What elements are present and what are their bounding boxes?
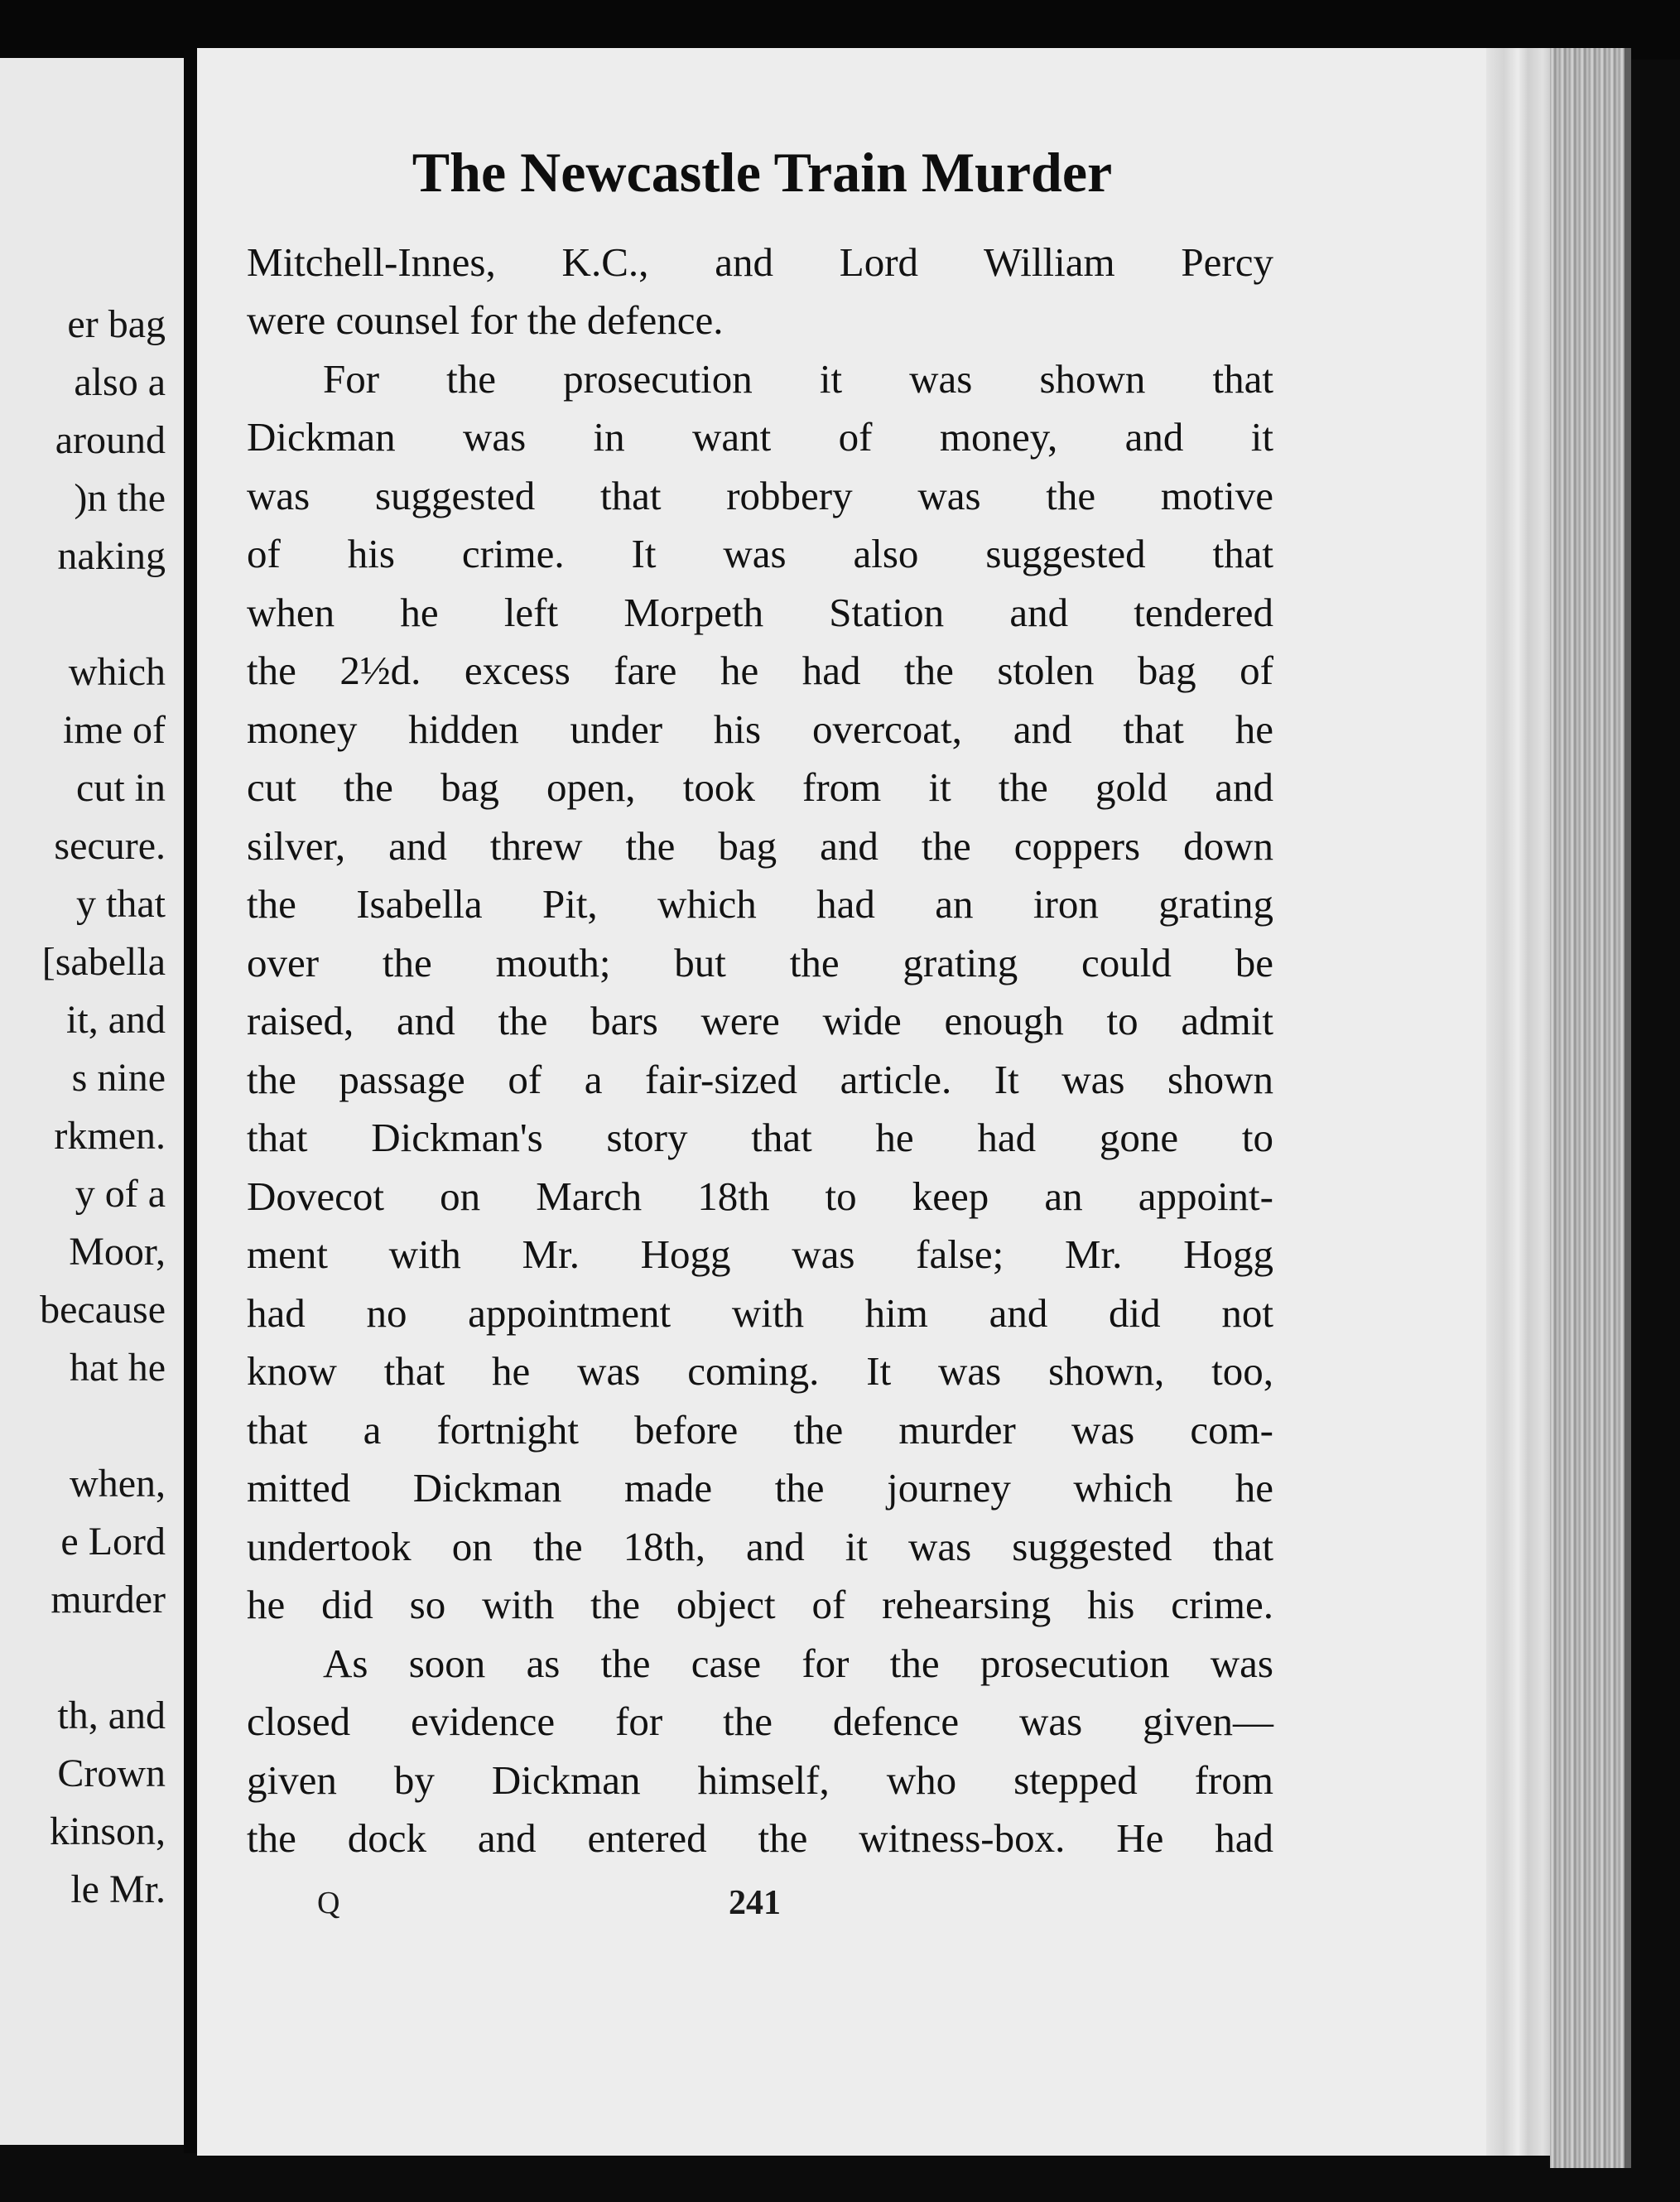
left-page-line: le Mr. — [70, 1867, 166, 1911]
text-line: of his crime. It was also suggested that — [247, 531, 1273, 576]
left-page-line: ime of — [63, 708, 166, 752]
text-line: had no appointment with him and did not — [247, 1290, 1273, 1336]
left-page-line: er bag — [67, 302, 166, 346]
text-line: mitted Dickman made the journey which he — [247, 1465, 1273, 1511]
left-page-line: cut in — [76, 766, 166, 810]
text-line: cut the bag open, took from it the gold and — [247, 764, 1273, 810]
left-page-line: hat he — [70, 1346, 166, 1390]
text-line: Mitchell-Innes, K.C., and Lord William Percy — [247, 239, 1273, 285]
left-page-line: )n the — [74, 476, 166, 520]
left-page-line: it, and — [66, 998, 166, 1042]
book-gutter — [184, 50, 197, 2153]
left-page-line: Crown — [57, 1751, 166, 1795]
text-line: undertook on the 18th, and it was suggested that — [247, 1524, 1273, 1569]
text-line: the 2½d. excess fare he had the stolen bag of — [247, 648, 1273, 693]
text-line: raised, and the bars were wide enough to admit — [247, 998, 1273, 1043]
left-page-line: secure. — [54, 824, 166, 868]
book-fore-edge-shadow — [1625, 48, 1631, 2168]
text-line: the Isabella Pit, which had an iron grating — [247, 881, 1273, 927]
signature-mark: Q — [317, 1886, 340, 1920]
text-line: that Dickman's story that he had gone to — [247, 1115, 1273, 1160]
text-line: was suggested that robbery was the motive — [247, 473, 1273, 518]
left-page-line: naking — [57, 534, 166, 578]
left-page-line: Moor, — [69, 1230, 166, 1274]
text-line: the dock and entered the witness-box. He had — [247, 1815, 1273, 1861]
left-page-line: because — [40, 1288, 166, 1332]
book-fore-edge — [1550, 48, 1625, 2168]
text-line: were counsel for the defence. — [247, 297, 724, 343]
left-page-line: kinson, — [49, 1809, 166, 1853]
text-line: he did so with the object of rehearsing his crime. — [247, 1582, 1273, 1627]
left-page-line: [sabella — [41, 940, 166, 984]
left-page-line: y that — [76, 882, 166, 926]
left-page-line: s nine — [71, 1056, 166, 1100]
left-page-line: when, — [70, 1462, 166, 1506]
page-edge — [1486, 48, 1557, 2156]
text-line: ment with Mr. Hogg was false; Mr. Hogg — [247, 1231, 1273, 1277]
text-line: For the prosecution it was shown that — [323, 356, 1273, 402]
text-line: Dovecot on March 18th to keep an appoint- — [247, 1173, 1273, 1219]
text-line: the passage of a fair-sized article. It was shown — [247, 1057, 1273, 1102]
text-line: money hidden under his overcoat, and that he — [247, 706, 1273, 752]
text-line: know that he was coming. It was shown, too, — [247, 1348, 1273, 1394]
left-page-line: e Lord — [60, 1520, 166, 1564]
running-title: The Newcastle Train Murder — [412, 141, 1113, 204]
left-page-line: murder — [51, 1578, 166, 1621]
left-page — [0, 58, 187, 2145]
left-page-line: rkmen. — [54, 1114, 166, 1158]
text-line: As soon as the case for the prosecution was — [323, 1641, 1273, 1686]
left-page-line: y of a — [75, 1172, 166, 1216]
text-line: given by Dickman himself, who stepped from — [247, 1757, 1273, 1803]
left-page-line: which — [68, 650, 166, 694]
text-line: silver, and threw the bag and the coppers down — [247, 823, 1273, 869]
page-number: 241 — [729, 1884, 781, 1922]
text-line: that a fortnight before the murder was com- — [247, 1407, 1273, 1453]
text-line: when he left Morpeth Station and tendered — [247, 590, 1273, 635]
text-line: closed evidence for the defence was given— — [247, 1698, 1273, 1744]
left-page-line: also a — [74, 360, 166, 404]
text-line: Dickman was in want of money, and it — [247, 414, 1273, 460]
left-page-line: around — [55, 418, 166, 462]
text-line: over the mouth; but the grating could be — [247, 940, 1273, 985]
left-page-line: th, and — [57, 1694, 166, 1737]
